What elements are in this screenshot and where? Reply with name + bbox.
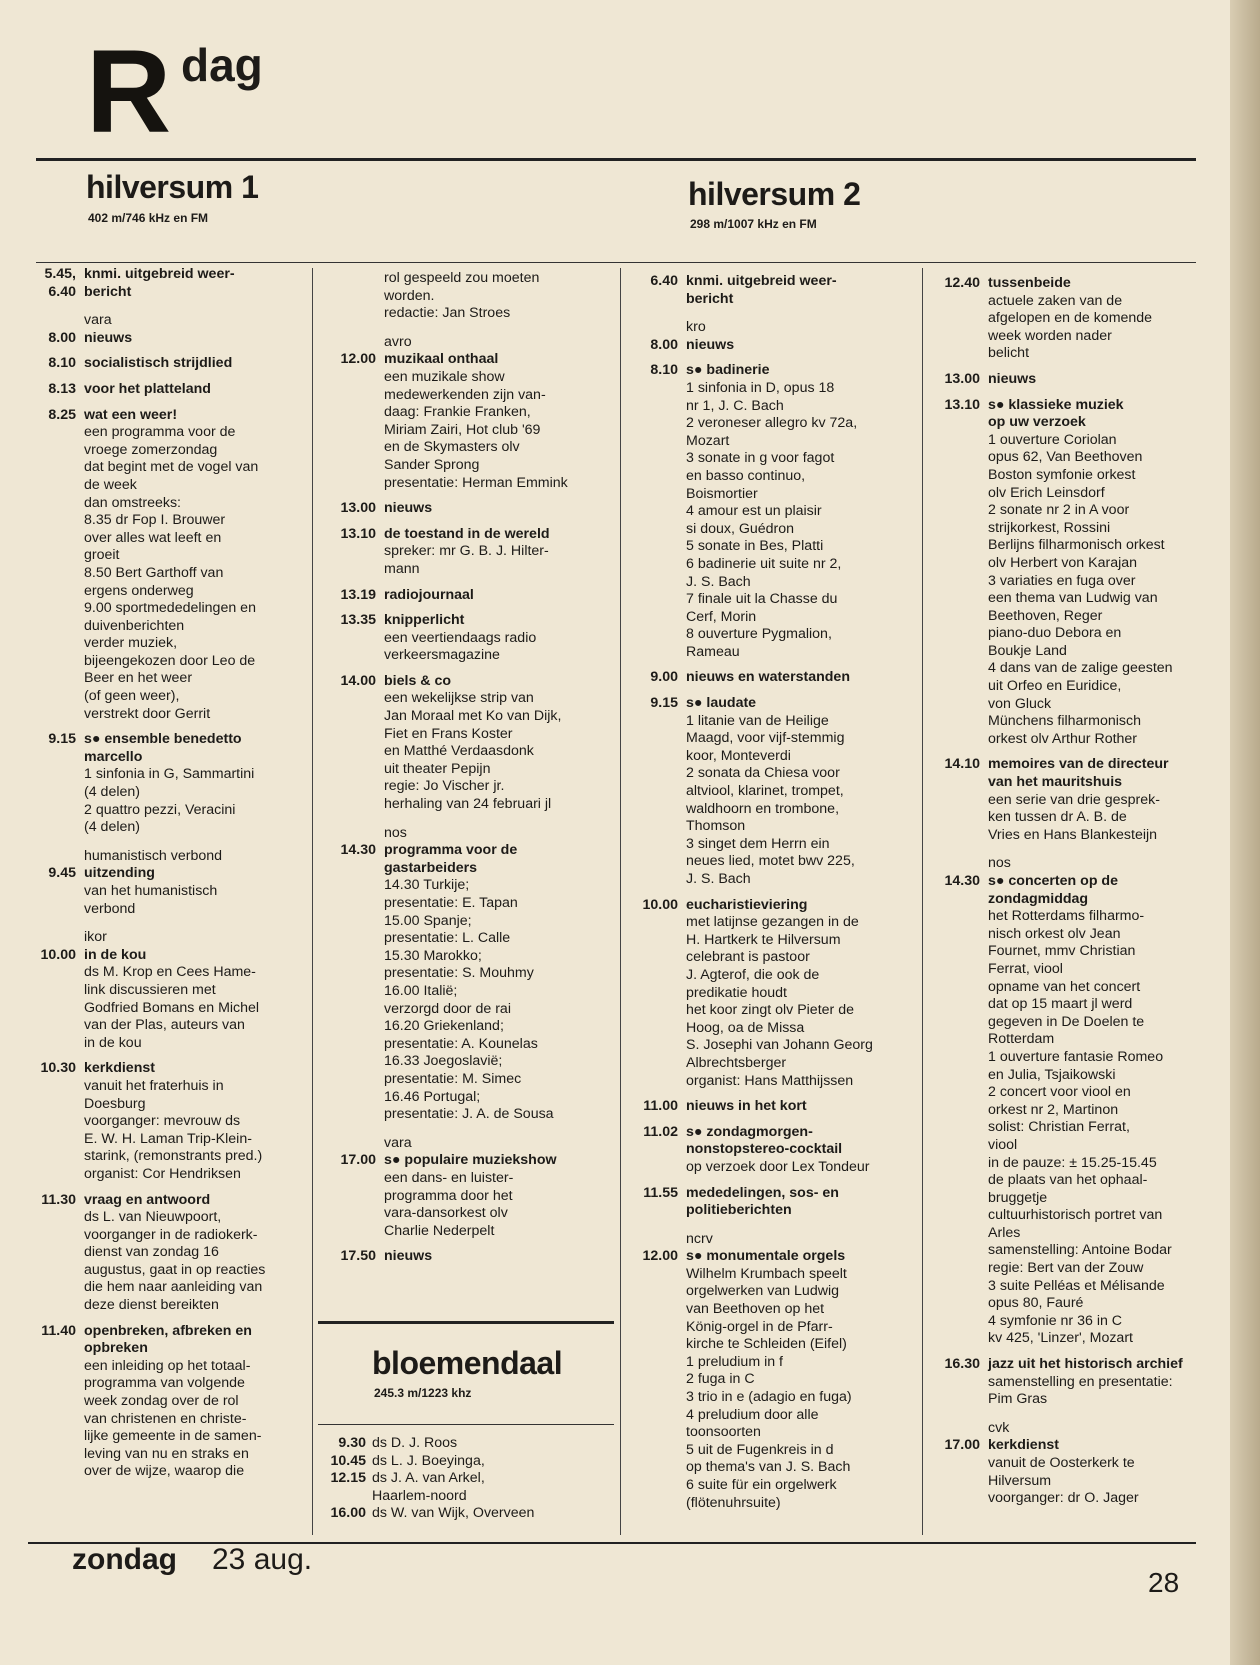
bloemendaal-rule bbox=[318, 1321, 614, 1324]
program-time: 8.00 bbox=[650, 336, 678, 353]
program-title: nieuws bbox=[84, 329, 133, 346]
program-body bbox=[384, 587, 616, 605]
program-title: s● zondagmorgen- nonstopstereo-cocktail bbox=[686, 1123, 843, 1158]
program-entry bbox=[918, 756, 1214, 844]
program-description: van het humanistisch verbond bbox=[84, 883, 218, 917]
program-time: 17.00 bbox=[944, 1437, 980, 1454]
program-time: 14.30 bbox=[340, 842, 376, 859]
program-description: ds L. van Nieuwpoort, voorganger in de radiokerk- dienst van zondag 16 augustus, gaat in op reacties die hem naar aanleiding van deze dienst bereikten bbox=[84, 1209, 266, 1314]
program-time: 12.40 bbox=[944, 275, 980, 291]
program-title: s● ensemble benedetto marcello bbox=[84, 731, 242, 765]
program-time: 11.00 bbox=[643, 1098, 678, 1115]
program-entry bbox=[14, 865, 314, 918]
program-time: 8.10 bbox=[650, 362, 678, 379]
program-body bbox=[988, 1437, 1214, 1507]
program-body bbox=[384, 612, 616, 665]
program-description: 1 ouverture Coriolan opus 62, Van Beethoven Boston symfonie orkest olv Erich Leinsdorf 2 sonate nr 2 in A voor strijkorkest, Rossini Berlijns filharmonisch orkest olv Herbert von Karajan 3 variaties en fuga over een thema van Ludwig van Beethoven, Reger piano-duo Debora en Boukje Land 4 dans van de zalige geesten uit Orfeo en Euridice, von Gluck Münchens filharmonisch orkest olv Arthur Rother bbox=[988, 431, 1173, 747]
program-entry bbox=[918, 275, 1214, 363]
program-entry bbox=[616, 695, 921, 889]
hilversum2-column-2 bbox=[918, 275, 1214, 1516]
network-label: ikor bbox=[84, 929, 107, 946]
program-entry bbox=[314, 351, 616, 492]
masthead-word: dag bbox=[181, 39, 263, 91]
bloemendaal-frequency: 245.3 m/1223 khz bbox=[374, 1386, 472, 1400]
program-entry bbox=[616, 337, 921, 355]
program-body bbox=[988, 275, 1214, 363]
program-title: memoires van de directeur van het mauritshuis bbox=[988, 756, 1169, 791]
program-title: jazz uit het historisch archief bbox=[988, 1356, 1183, 1373]
program-entry bbox=[616, 362, 921, 661]
network-label: ncrv bbox=[686, 1230, 713, 1247]
program-body bbox=[84, 731, 314, 837]
program-entry bbox=[14, 1192, 314, 1315]
program-title: muzikaal onthaal bbox=[384, 351, 499, 368]
program-time: 8.10 bbox=[48, 355, 76, 372]
program-body bbox=[686, 695, 921, 889]
program-description: een veertiendaags radio verkeersmagazine bbox=[384, 629, 537, 664]
network-label: nos bbox=[988, 855, 1011, 872]
program-body bbox=[84, 330, 314, 348]
program-entry bbox=[918, 873, 1214, 1348]
program-time: 13.00 bbox=[944, 370, 980, 387]
program-description: het Rotterdams filharmo- nisch orkest olv Jean Fournet, mmv Christian Ferrat, viool opname van het concert dat op 15 maart jl werd gegeven in De Doelen te Rotterdam 1 ouverture fantasie Romeo en Julia, Tsjaikowski 2 concert voor viool en orkest nr 2, Martinon solist: Christian Ferrat, viool in de pauze: ± 15.25-15.45 de plaats van het ophaal- bruggetje cultuurhistorisch portret van Arles samenstelling: Antoine Bodar regie: Bert van der Zouw 3 suite Pelléas et Mélisande opus 80, Fauré 4 symfonie nr 36 in C kv 425, 'Linzer', Mozart bbox=[988, 908, 1172, 1347]
program-time: 17.50 bbox=[340, 1248, 376, 1265]
program-entry bbox=[314, 673, 616, 814]
program-time: 16.30 bbox=[944, 1356, 980, 1373]
program-entry bbox=[314, 270, 616, 323]
network-label: humanistisch verbond bbox=[84, 847, 223, 864]
program-description: Wilhelm Krumbach speelt orgelwerken van Ludwig van Beethoven op het König-orgel in de Pfarr- kirche te Schleiden (Eifel) 1 preludium in f 2 fuga in C 3 trio in e (adagio en fuga) 4 preludium door alle toonsoorten 5 uit de Fugenkreis in d op thema's van J. S. Bach 6 suite für ein orgelwerk (flötenuhrsuite) bbox=[686, 1265, 852, 1511]
network-label: vara bbox=[384, 1134, 412, 1151]
program-title: vraag en antwoord bbox=[84, 1191, 211, 1208]
program-body bbox=[384, 673, 616, 814]
program-body bbox=[384, 500, 616, 518]
program-description: ds W. van Wijk, Overveen bbox=[372, 1505, 535, 1522]
header-rule bbox=[36, 262, 1196, 263]
program-body bbox=[988, 873, 1214, 1348]
program-title: s● klassieke muziek op uw verzoek bbox=[988, 396, 1124, 431]
program-time: 13.35 bbox=[340, 612, 376, 629]
program-description: een muzikale show medewerkenden zijn van- daag: Frankie Franken, Miriam Zairi, Hot club '69 en de Skymasters olv Sander Sprong presentatie: Herman Emmink bbox=[384, 368, 568, 491]
program-description: 1 sinfonia in D, opus 18 nr 1, J. C. Bach 2 veroneser allegro kv 72a, Mozart 3 sonate in g voor fagot en basso continuo, Boismortier 4 amour est un plaisir si doux, Guédron 5 sonate in Bes, Platti 6 badinerie uit suite nr 2, J. S. Bach 7 finale uit la Chasse du Cerf, Morin 8 ouverture Pygmalion, Rameau bbox=[686, 379, 858, 660]
program-time: 13.00 bbox=[340, 500, 376, 517]
bloemendaal-entry bbox=[314, 1453, 616, 1471]
program-title: s● concerten op de zondagmiddag bbox=[988, 873, 1118, 907]
program-entry bbox=[14, 1323, 314, 1481]
hilversum1-title: hilversum 1 bbox=[86, 169, 259, 205]
program-title: openbreken, afbreken en opbreken bbox=[84, 1322, 252, 1357]
program-title: nieuws en waterstanden bbox=[686, 669, 850, 686]
hilversum1-column-1 bbox=[14, 266, 314, 1489]
program-title: nieuws bbox=[384, 1248, 433, 1265]
program-entry bbox=[314, 587, 616, 605]
program-time: 17.00 bbox=[340, 1152, 376, 1169]
program-time: 6.40 bbox=[650, 273, 678, 289]
program-title: radiojournaal bbox=[384, 586, 474, 603]
program-entry bbox=[616, 273, 921, 308]
program-time: 5.45, 6.40 bbox=[44, 266, 76, 300]
program-title: uitzending bbox=[84, 865, 155, 882]
program-body bbox=[686, 897, 921, 1091]
footer-day: zondag bbox=[72, 1543, 177, 1576]
program-time: 14.10 bbox=[944, 756, 980, 773]
program-title: wat een weer! bbox=[84, 406, 178, 423]
network-label: avro bbox=[384, 333, 412, 350]
program-body bbox=[84, 381, 314, 399]
program-description: een inleiding op het totaal- programma van volgende week zondag over de rol van christenen en christe- lijke gemeente in de samen- leving van nu en straks en over de wijze, waarop die bbox=[84, 1357, 262, 1480]
hilversum2-title: hilversum 2 bbox=[688, 176, 861, 212]
page-edge bbox=[1230, 0, 1260, 1665]
program-title: in de kou bbox=[84, 946, 147, 963]
program-entry bbox=[14, 330, 314, 348]
program-body bbox=[686, 362, 921, 661]
program-time: 10.45 bbox=[330, 1452, 366, 1469]
bloemendaal-entry bbox=[314, 1470, 616, 1505]
program-time: 13.10 bbox=[944, 396, 980, 413]
program-title: s● monumentale orgels bbox=[686, 1248, 846, 1265]
program-title: nieuws bbox=[384, 500, 433, 517]
program-description: op verzoek door Lex Tondeur bbox=[686, 1158, 870, 1175]
page-number: 28 bbox=[1148, 1567, 1180, 1598]
program-time: 9.30 bbox=[338, 1435, 366, 1451]
program-entry bbox=[14, 1060, 314, 1183]
program-time: 14.30 bbox=[944, 873, 980, 889]
program-body bbox=[84, 1060, 314, 1183]
bloemendaal-entry bbox=[314, 1505, 616, 1523]
program-entry bbox=[616, 669, 921, 687]
program-body bbox=[988, 756, 1214, 844]
program-time: 9.15 bbox=[650, 695, 678, 712]
program-description: actuele zaken van de afgelopen en de komende week worden nader belicht bbox=[988, 292, 1153, 362]
program-description: spreker: mr G. B. J. Hilter- mann bbox=[384, 543, 549, 577]
program-title: kerkdienst bbox=[84, 1060, 155, 1077]
program-description: samenstelling en presentatie: Pim Gras bbox=[988, 1373, 1173, 1408]
program-time: 11.30 bbox=[41, 1191, 76, 1208]
program-body bbox=[384, 1248, 616, 1266]
program-body bbox=[988, 371, 1214, 389]
program-title: s● populaire muziekshow bbox=[384, 1152, 557, 1169]
program-entry bbox=[314, 526, 616, 579]
bloemendaal-list bbox=[314, 1435, 616, 1523]
program-title: s● laudate bbox=[686, 695, 757, 712]
network-label: cvk bbox=[988, 1419, 1010, 1436]
program-title: voor het platteland bbox=[84, 380, 211, 397]
program-time: 14.00 bbox=[340, 672, 376, 689]
program-description: met latijnse gezangen in de H. Hartkerk te Hilversum celebrant is pastoor J. Agterof, die ook de predikatie houdt het koor zingt olv Pieter de Hoog, oa de Missa S. Josephi van Johann Georg Albrechtsberger organist: Hans Matthijssen bbox=[686, 914, 873, 1089]
program-entry bbox=[918, 397, 1214, 749]
program-title: eucharistieviering bbox=[686, 896, 808, 913]
program-title: nieuws bbox=[686, 336, 735, 353]
program-title: knipperlicht bbox=[384, 612, 465, 629]
program-title: mededelingen, sos- en politieberichten bbox=[686, 1184, 839, 1219]
program-description: rol gespeeld zou moeten worden. redactie: Jan Stroes bbox=[384, 270, 540, 322]
program-title: knmi. uitgebreid weer- bericht bbox=[686, 273, 837, 307]
program-description: vanuit de Oosterkerk te Hilversum voorganger: dr O. Jager bbox=[988, 1455, 1139, 1507]
program-description: ds D. J. Roos bbox=[372, 1435, 458, 1451]
program-time: 8.00 bbox=[48, 329, 76, 346]
program-time: 9.45 bbox=[48, 865, 76, 882]
program-time: 10.30 bbox=[40, 1060, 76, 1077]
program-body bbox=[384, 270, 616, 323]
program-body bbox=[84, 947, 314, 1053]
program-description: een programma voor de vroege zomerzondag dat begint met de vogel van de week dan omstreeks: 8.35 dr Fop I. Brouwer over alles wat leeft en groeit 8.50 Bert Garthoff van ergens onderweg 9.00 sportmededelingen en duivenberichten verder muziek, bijeengekozen door Leo de Beer en het weer (of geen weer), verstrekt door Gerrit bbox=[84, 424, 259, 722]
masthead-rule bbox=[36, 158, 1196, 161]
program-title: knmi. uitgebreid weer- bericht bbox=[84, 266, 235, 300]
program-description: ds M. Krop en Cees Hame- link discussieren met Godfried Bomans en Michel van der Plas, auteurs van in de kou bbox=[84, 964, 260, 1051]
program-body bbox=[84, 266, 314, 301]
program-body bbox=[988, 397, 1214, 749]
program-time: 11.02 bbox=[643, 1123, 678, 1140]
program-entry bbox=[14, 266, 314, 301]
program-title: tussenbeide bbox=[988, 275, 1071, 291]
program-body bbox=[686, 1124, 921, 1177]
program-title: nieuws bbox=[988, 370, 1037, 387]
program-description: een wekelijkse strip van Jan Moraal met Ko van Dijk, Fiet en Frans Koster en Matthé Verdaasdonk uit theater Pepijn regie: Jo Vischer jr. herhaling van 24 februari jl bbox=[384, 690, 562, 813]
program-title: nieuws in het kort bbox=[686, 1098, 807, 1115]
bloemendaal-title: bloemendaal bbox=[372, 1345, 563, 1381]
program-entry bbox=[314, 612, 616, 665]
program-time: 11.55 bbox=[643, 1184, 678, 1201]
program-entry bbox=[14, 381, 314, 399]
program-entry bbox=[616, 1124, 921, 1177]
program-body bbox=[384, 1152, 616, 1240]
program-body bbox=[686, 669, 921, 687]
masthead-letter: R bbox=[86, 26, 168, 158]
network-label: kro bbox=[686, 319, 706, 336]
program-time: 8.13 bbox=[48, 380, 76, 397]
program-body bbox=[84, 1323, 314, 1481]
program-title: s● badinerie bbox=[686, 362, 770, 379]
program-time: 9.00 bbox=[650, 669, 678, 686]
program-description: een serie van drie gesprek- ken tussen dr A. B. de Vries en Hans Blankesteijn bbox=[988, 791, 1160, 843]
program-time: 8.25 bbox=[48, 406, 76, 423]
program-entry bbox=[616, 897, 921, 1091]
program-time: 9.15 bbox=[48, 731, 76, 748]
program-entry bbox=[918, 1437, 1214, 1507]
hilversum2-column-1 bbox=[616, 273, 921, 1520]
program-entry bbox=[14, 355, 314, 373]
program-body bbox=[686, 1248, 921, 1512]
program-title: biels & co bbox=[384, 672, 452, 689]
program-description: een dans- en luister- programma door het vara-dansorkest olv Charlie Nederpelt bbox=[384, 1169, 514, 1239]
program-time: 13.19 bbox=[340, 586, 376, 603]
program-body bbox=[686, 1098, 921, 1116]
program-description: 1 litanie van de Heilige Maagd, voor vijf-stemmig koor, Monteverdi 2 sonata da Chiesa voor altviool, klarinet, trompet, waldhoorn en trombone, Thomson 3 singet dem Herrn ein neues lied, motet bwv 225, J. S. Bach bbox=[686, 712, 855, 887]
program-body bbox=[84, 355, 314, 373]
program-time: 13.10 bbox=[340, 525, 376, 542]
program-time: 12.00 bbox=[642, 1248, 678, 1265]
program-body bbox=[384, 351, 616, 492]
bloemendaal-divider bbox=[318, 1424, 614, 1425]
program-body bbox=[384, 526, 616, 579]
program-body bbox=[686, 337, 921, 355]
program-entry bbox=[918, 371, 1214, 389]
program-title: kerkdienst bbox=[988, 1437, 1059, 1454]
program-time: 16.00 bbox=[330, 1505, 366, 1522]
program-title: programma voor de gastarbeiders bbox=[384, 842, 518, 876]
program-entry bbox=[14, 947, 314, 1053]
program-time: 10.00 bbox=[40, 946, 76, 963]
program-title: de toestand in de wereld bbox=[384, 525, 550, 542]
program-entry bbox=[616, 1098, 921, 1116]
program-time: 11.40 bbox=[41, 1322, 76, 1339]
program-time: 12.00 bbox=[340, 351, 376, 368]
program-body bbox=[686, 1185, 921, 1220]
program-description: ds L. J. Boeyinga, bbox=[372, 1452, 485, 1469]
program-body bbox=[84, 407, 314, 724]
program-body bbox=[988, 1356, 1214, 1409]
program-entry bbox=[616, 1248, 921, 1512]
program-entry bbox=[314, 842, 616, 1124]
program-entry bbox=[314, 1152, 616, 1240]
program-entry bbox=[14, 407, 314, 724]
network-label: vara bbox=[84, 312, 112, 329]
program-body bbox=[84, 865, 314, 918]
program-body bbox=[686, 273, 921, 308]
footer-rule bbox=[28, 1542, 1196, 1544]
program-time: 12.15 bbox=[330, 1470, 366, 1487]
program-body bbox=[84, 1192, 314, 1315]
program-description: ds J. A. van Arkel, Haarlem-noord bbox=[372, 1470, 485, 1504]
bloemendaal-entry bbox=[314, 1435, 616, 1453]
program-description: 14.30 Turkije; presentatie: E. Tapan 15.00 Spanje; presentatie: L. Calle 15.30 Marokko; presentatie: S. Mouhmy 16.00 Italië; verzorgd door de rai 16.20 Griekenland; presentatie: A. Kounelas 16.33 Joegoslavië; presentatie: M. Simec 16.46 Portugal; presentatie: J. A. de Sousa bbox=[384, 877, 554, 1123]
program-entry bbox=[314, 500, 616, 518]
hilversum1-column-2 bbox=[314, 270, 616, 1274]
program-body bbox=[384, 842, 616, 1124]
hilversum1-frequency: 402 m/746 kHz en FM bbox=[88, 211, 209, 225]
program-title: socialistisch strijdlied bbox=[84, 355, 233, 372]
program-entry bbox=[616, 1185, 921, 1220]
program-entry bbox=[918, 1356, 1214, 1409]
program-time: 10.00 bbox=[642, 896, 678, 913]
program-entry bbox=[14, 731, 314, 837]
program-description: vanuit het fraterhuis in Doesburg voorganger: mevrouw ds E. W. H. Laman Trip-Klein- starink, (remonstrants pred.) organist: Cor Hendriksen bbox=[84, 1077, 263, 1182]
hilversum2-frequency: 298 m/1007 kHz en FM bbox=[690, 217, 817, 231]
footer-date: 23 aug. bbox=[212, 1543, 313, 1576]
network-label: nos bbox=[384, 824, 407, 841]
program-description: 1 sinfonia in G, Sammartini (4 delen) 2 quattro pezzi, Veracini (4 delen) bbox=[84, 766, 255, 836]
program-entry bbox=[314, 1248, 616, 1266]
